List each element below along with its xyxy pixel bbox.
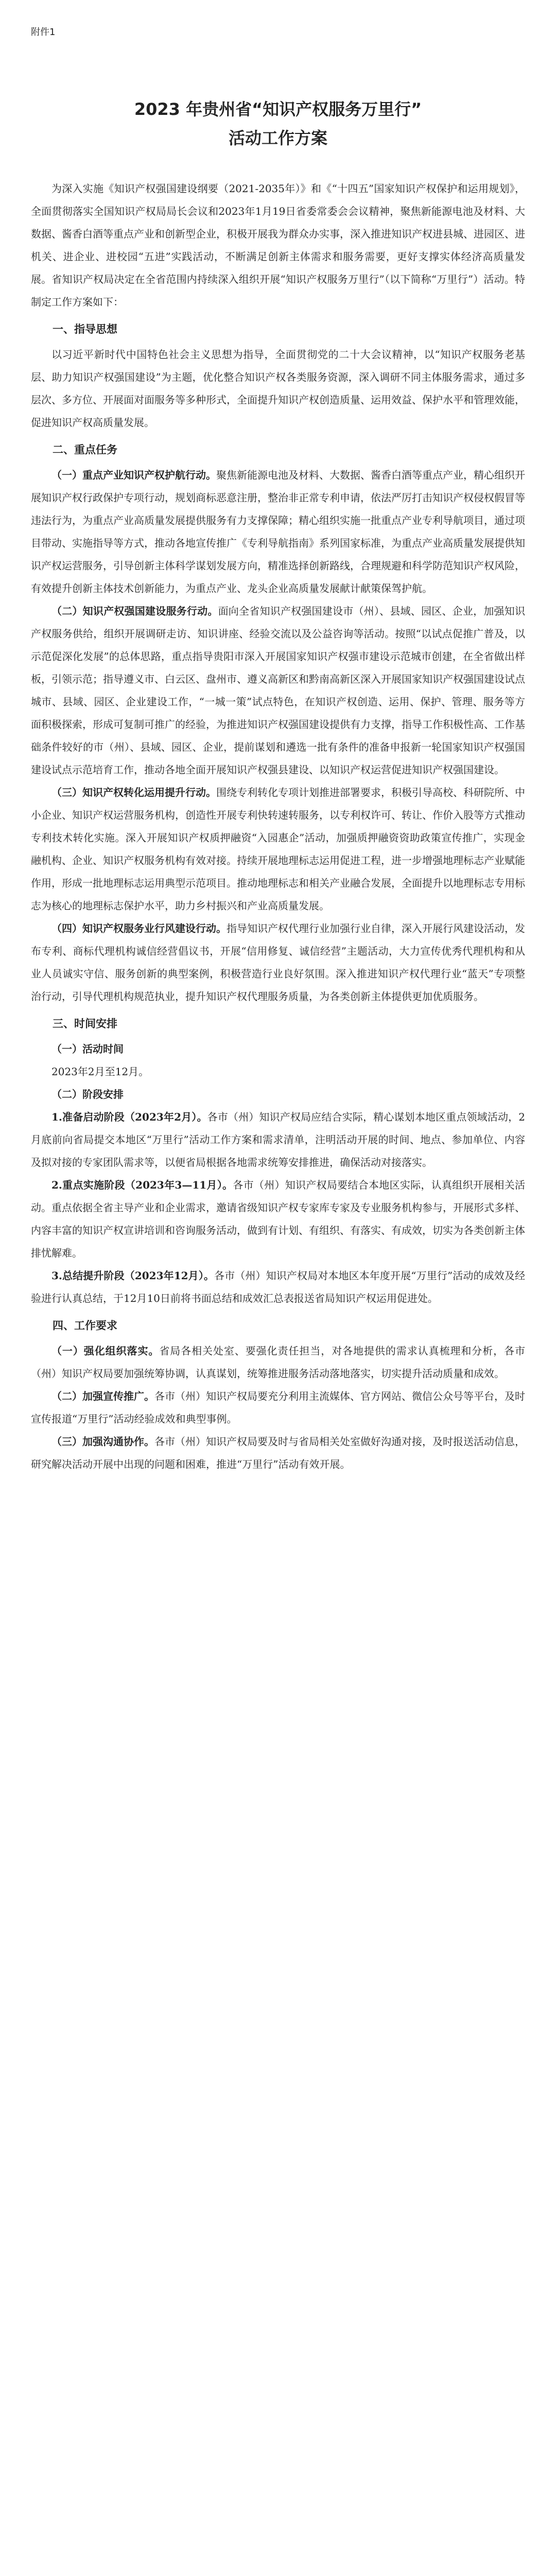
schedule-sub-heading-1: （一）活动时间	[51, 1043, 124, 1055]
task-lead-1: （一）重点产业知识产权护航行动。	[51, 469, 216, 481]
requirement-body-2: 各市（州）知识产权局要充分利用主流媒体、官方网站、微信公众号等平台，及时宣传报道“万里行”活动经验成效和典型事例。	[31, 1390, 525, 1425]
guiding-ideology-paragraph: 以习近平新时代中国特色社会主义思想为指导，全面贯彻党的二十大会议精神，以“知识产权服务老基层、助力知识产权强国建设”为主题，优化整合知识产权各类服务资源，深入调研不同主体服务需求，通过多层次、多方位、开展面对面服务等多种形式，全面提升知识产权创造质量、运用效益、保护水平和管理效能，促进知识产权高质量发展。	[31, 348, 525, 429]
task-body-1: 聚焦新能源电池及材料、大数据、酱香白酒等重点产业，精心组织开展知识产权行政保护专项行动，规划商标恶意注册，整治非正常专利申请，依法严厉打击知识产权侵权假冒等违法行为，为重点产业高质量发展提供服务有力支撑保障；精心组织实施一批重点产业专利导航项目，通过项目带动、实施指导等方式，推动各地宣传推广《专利导航指南》系列国家标准，为重点产业高质量发展提供知识产权运营服务，引导创新主体科学谋划发展方向，精准选择创新路线，合理规避和科学防范知识产权风险，有效提升创新主体技术创新能力，为重点产业、龙头企业高质量发展献计献策保驾护航。	[31, 469, 525, 595]
task-lead-2: （二）知识产权强国建设服务行动。	[51, 605, 218, 617]
stage-body-1: 各市（州）知识产权局应结合实际，精心谋划本地区重点领域活动，2月底前向省局提交本地区“万里行”活动工作方案和需求清单，注明活动开展的时间、地点、参加单位、内容及拟对接的专家团队需求等，以便省局根据各地需求统筹安排推进，确保活动对接落实。	[31, 1111, 525, 1168]
requirement-paragraph-2	[31, 1385, 525, 1430]
section-heading-guiding-ideology: 一、指导思想	[53, 323, 117, 335]
schedule-activity-time: 2023年2月至12月。	[51, 1065, 149, 1078]
requirement-body-1: 省局各相关处室、要强化责任担当，对各地提供的需求认真梳理和分析，各市（州）知识产权局要加强统筹协调，认真谋划，统筹推进服务活动落地落实，切实提升活动质量和成效。	[31, 1345, 526, 1380]
stage-body-3: 各市（州）知识产权局对本地区本年度开展“万里行”活动的成效及经验进行认真总结，于12月10日前将书面总结和成效汇总表报送省局知识产权运用促进处。	[31, 1269, 526, 1304]
attachment-label: 附件1	[31, 27, 56, 38]
section-heading-key-tasks: 二、重点任务	[53, 444, 117, 456]
stage-lead-3: 3.总结提升阶段（2023年12月）。	[51, 1269, 215, 1282]
task-lead-3: （三）知识产权转化运用提升行动。	[51, 786, 216, 799]
stage-paragraph-2	[31, 1174, 525, 1264]
stage-paragraph-3	[31, 1264, 525, 1310]
stage-body-2: 各市（州）知识产权局要结合本地区实际，认真组织开展相关活动。重点依据全省主导产业和企业需求，邀请省级知识产权专家库专家及专业服务机构参与，开展形式多样、内容丰富的知识产权宣讲培训和咨询服务活动，做到有计划、有组织、有落实、有成效，切实为各类创新主体排忧解难。	[31, 1179, 526, 1259]
requirement-body-3: 各市（州）知识产权局要及时与省局相关处室做好沟通对接，及时报送活动信息，研究解决活动开展中出现的问题和困难，推进“万里行”活动有效开展。	[31, 1435, 525, 1470]
requirement-lead-2: （二）加强宣传推广。	[51, 1390, 154, 1402]
stage-paragraph-1	[31, 1106, 525, 1174]
schedule-sub-heading-2: （二）阶段安排	[51, 1088, 124, 1100]
requirement-paragraph-1	[31, 1340, 525, 1385]
intro-paragraph: 为深入实施《知识产权强国建设纲要（2021-2035年）》和《“十四五”国家知识产权保护和运用规划》，全面贯彻落实全国知识产权局局长会议和2023年1月19日省委常委会会议精神，聚焦新能源电池及材料、大数据、酱香白酒等重点产业和创新型企业，积极开展我为群众办实事，深入推进知识产权进县城、进园区、进机关、进企业、进校园“五进”实践活动，不断满足创新主体需求和服务需要，更好支撑实体经济高质量发展。省知识产权局决定在全省范围内持续深入组织开展“知识产权服务万里行”（以下简称“万里行”）活动。特制定工作方案如下：	[31, 182, 525, 308]
section-heading-schedule: 三、时间安排	[53, 1018, 117, 1030]
requirement-lead-3: （三）加强沟通协作。	[51, 1435, 154, 1448]
document-title-line1: 2023 年贵州省“知识产权服务万里行”	[134, 99, 422, 119]
requirement-paragraph-3	[31, 1430, 525, 1476]
stage-lead-2: 2.重点实施阶段（2023年3—11月）。	[51, 1179, 233, 1191]
task-body-2: 面向全省知识产权强国建设市（州）、县域、园区、企业，加强知识产权服务供给，组织开展调研走访、知识讲座、经验交流以及公益咨询等活动。按照“以试点促推广普及，以示范促深化发展”的总体思路，重点指导贵阳市深入开展国家知识产权强市建设示范城市创建，在全省做出样板，引领示范；指导遵义市、白云区、盘州市、遵义高新区和黔南高新区深入开展国家知识产权强国建设试点城市、县域、园区、企业建设工作，“一城一策”试点特色，在知识产权创造、运用、保护、管理、服务等方面积极探索，形成可复制可推广的经验，为推进知识产权强国建设提供有力支撑，指导工作积极性高、工作基础条件较好的市（州）、县域、园区、企业，提前谋划和遴选一批有条件的准备申报新一轮国家知识产权强国建设试点示范培育工作，推动各地全面开展知识产权强县建设、以知识产权运营促进知识产权强国建设。	[31, 605, 526, 776]
section-heading-requirements: 四、工作要求	[53, 1319, 117, 1332]
document-title-line2: 活动工作方案	[228, 128, 327, 148]
task-paragraph-1	[31, 464, 525, 600]
task-paragraph-3	[31, 781, 525, 917]
requirement-lead-1: （一）强化组织落实。	[51, 1345, 160, 1357]
task-paragraph-2	[31, 600, 525, 781]
task-lead-4: （四）知识产权服务业行风建设行动。	[51, 922, 227, 935]
task-body-3: 围绕专利转化专项计划推进部署要求，积极引导高校、科研院所、中小企业、知识产权运营服务机构，创造性开展专利快转速转服务，以专利权许可、转让、作价入股等方式推动专利技术转化实施。深入开展知识产权质押融资“入园惠企”活动，加强质押融资资助政策宣传推广，实现金融机构、企业、知识产权服务机构有效对接。持续开展地理标志运用促进工程，进一步增强地理标志产业赋能作用，形成一批地理标志运用典型示范项目。推动地理标志和相关产业融合发展，全面提升以地理标志专用标志为核心的地理标志保护水平，助力乡村振兴和产业高质量发展。	[31, 786, 525, 912]
task-paragraph-4	[31, 917, 525, 1008]
stage-lead-1: 1.准备启动阶段（2023年2月）。	[51, 1111, 207, 1123]
task-body-4: 指导知识产权代理行业加强行业自律，深入开展行风建设活动，发布专利、商标代理机构诚信经营倡议书，开展“信用修复、诚信经营”主题活动，大力宣传优秀代理机构和从业人员诚实守信、服务创新的典型案例，积极营造行业良好氛围。深入推进知识产权代理行业“蓝天”专项整治行动，引导代理机构规范执业，提升知识产权代理服务质量，为各类创新主体提供更加优质服务。	[31, 922, 525, 1003]
